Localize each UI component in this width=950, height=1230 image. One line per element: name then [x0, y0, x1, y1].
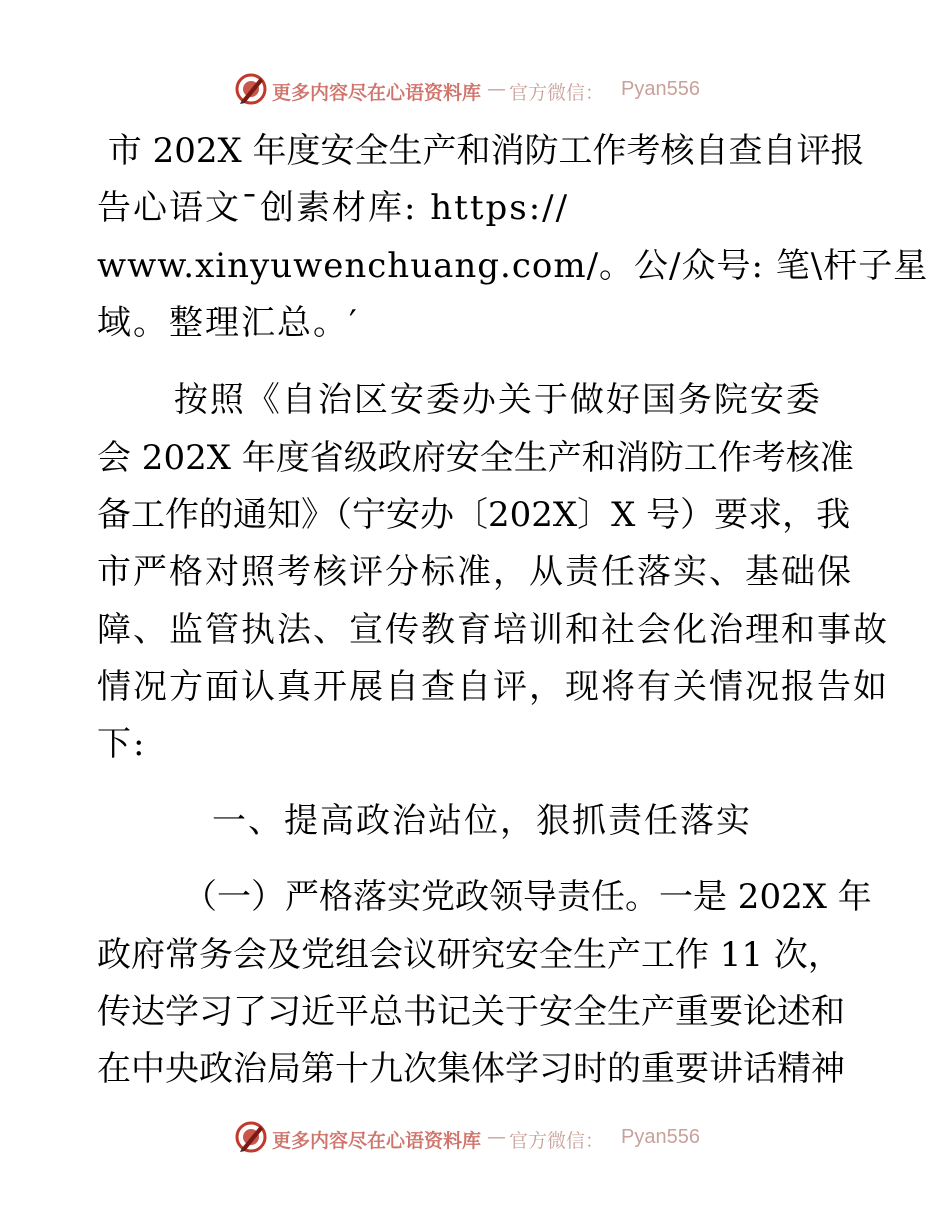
intro-line-7: 下:	[97, 724, 147, 764]
body-line-4: 在中央政治局第十九次集体学习时的重要讲话精神	[97, 1049, 845, 1089]
wechat-id: Pyan556	[621, 1126, 700, 1148]
body-line-1: （一）严格落实党政领导责任。一是 202X 年	[183, 877, 872, 917]
intro-line-5: 障、监管执法、宣传教育培训和社会化治理和事故	[97, 610, 889, 650]
intro-line-6: 情况方面认真开展自查自评，现将有关情况报告如	[97, 667, 889, 707]
body-line-3: 传达学习了习近平总书记关于安全生产重要论述和	[97, 992, 845, 1032]
intro-line-4: 市严格对照考核评分标准，从责任落实、基础保	[97, 552, 853, 592]
title-line-1: 市 202X 年度安全生产和消防工作考核自查自评报	[97, 131, 865, 171]
top-watermark-banner	[0, 70, 950, 110]
site-name-text: 更多内容尽在心语资料库	[272, 82, 482, 104]
wechat-label: 官方微信：	[509, 82, 605, 104]
body-line-2: 政府常务会及党组会议研究安全生产工作 11 次，	[97, 935, 842, 975]
bottom-watermark-banner	[0, 1118, 950, 1158]
pen-seal-logo-icon	[234, 1120, 268, 1154]
title-line-3: www.xinyuwenchuang.com/。公/众号: 笔\杆子星	[97, 246, 929, 286]
intro-line-1: 按照《自治区安委办关于做好国务院安委	[97, 380, 822, 420]
title-line-4: 域。整理汇总。′	[97, 303, 359, 343]
banner-dash: —	[487, 78, 506, 100]
wechat-id: Pyan556	[621, 78, 700, 100]
section-heading: 一、提高政治站位，狠抓责任落实	[212, 801, 752, 841]
intro-line-3: 备工作的通知》（宁安办〔202X〕X 号）要求，我	[97, 495, 851, 535]
site-name-text: 更多内容尽在心语资料库	[272, 1130, 482, 1152]
banner-dash: —	[487, 1126, 506, 1148]
intro-line-2: 会 202X 年度省级政府安全生产和消防工作考核准	[97, 438, 854, 478]
pen-seal-logo-icon	[234, 72, 268, 106]
wechat-label: 官方微信：	[509, 1130, 605, 1152]
title-line-2: 告心语文¯创素材库: https://	[97, 188, 570, 228]
